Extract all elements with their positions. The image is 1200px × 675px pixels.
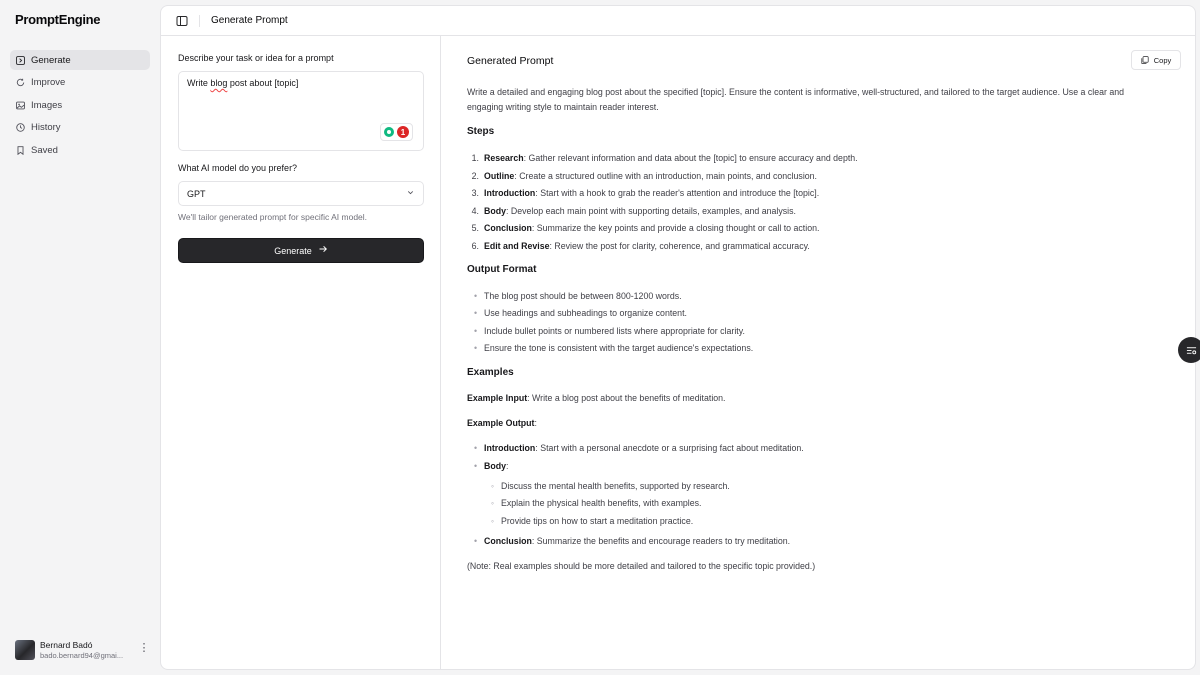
arrow-right-icon	[318, 244, 328, 257]
output-format-heading: Output Format	[467, 264, 537, 275]
grammar-widget[interactable]	[380, 123, 413, 141]
list-item: ◦ Explain the physical health benefits, with examples.	[490, 498, 702, 508]
user-name: Bernard Badó	[40, 640, 93, 650]
refresh-icon	[16, 78, 25, 87]
examples-heading: Examples	[467, 366, 514, 378]
user-info	[40, 640, 132, 660]
list-item: 3. Introduction: Start with a hook to grab the reader's attention and introduce the [topic].	[471, 188, 820, 198]
avatar	[15, 640, 35, 660]
grammar-count-badge: 1	[397, 126, 409, 138]
copy-button[interactable]	[1131, 50, 1181, 70]
bookmark-icon	[16, 146, 25, 155]
list-item: • Use headings and subheadings to organize content.	[473, 308, 687, 318]
sidebar-item-label: Images	[31, 99, 63, 111]
sidebar-item-history[interactable]	[10, 118, 150, 138]
user-profile[interactable]	[15, 638, 150, 662]
list-item: 5. Conclusion: Summarize the key points and provide a closing thought or call to action.	[471, 223, 820, 233]
task-text-post: post about [topic]	[227, 78, 299, 88]
page-title: Generate Prompt	[211, 15, 288, 26]
list-settings-icon	[1186, 345, 1197, 356]
list-item: • Body:	[473, 460, 509, 471]
model-label: What AI model do you prefer?	[178, 163, 298, 173]
sidebar	[0, 0, 160, 675]
intro-line-2: engaging writing style to maintain reader interest.	[467, 102, 659, 112]
sidebar-nav	[10, 50, 150, 163]
sidebar-item-generate[interactable]	[10, 50, 150, 70]
model-select-value: GPT	[187, 188, 206, 199]
task-text-pre: Write	[187, 78, 211, 88]
grammar-assistant-icon	[384, 127, 394, 137]
user-email: bado.bernard94@gmai...	[40, 651, 124, 660]
sidebar-item-label: Saved	[31, 144, 58, 156]
list-item: ◦ Discuss the mental health benefits, supported by research.	[490, 480, 730, 491]
list-item: ◦ Provide tips on how to start a meditation practice.	[490, 515, 694, 526]
model-hint: We'll tailor generated prompt for specific AI model.	[178, 212, 368, 222]
divider	[199, 15, 200, 27]
list-item: • Introduction: Start with a personal anecdote or a surprising fact about meditation.	[473, 443, 804, 453]
misspelled-word: blog	[210, 78, 228, 88]
steps-heading: Steps	[467, 126, 495, 137]
sidebar-toggle-icon[interactable]	[176, 15, 188, 27]
sidebar-item-label: Generate	[31, 54, 71, 66]
chevron-down-icon	[406, 188, 415, 199]
example-output-label: Example Output:	[467, 418, 537, 428]
note-text: (Note: Real examples should be more detailed and tailored to the specific topic provided.)	[467, 560, 816, 571]
sidebar-item-saved[interactable]	[10, 140, 150, 160]
list-item: 2. Outline: Create a structured outline with an introduction, main points, and conclusion.	[471, 170, 817, 181]
intro-line-1: Write a detailed and engaging blog post about the specified [topic]. Ensure the content is informative, well-structured, and tailored to the target audience. Use a clear and	[467, 87, 1125, 97]
list-item: • Ensure the tone is consistent with the target audience's expectations.	[473, 343, 754, 353]
list-item: • Conclusion: Summarize the benefits and encourage readers to try meditation.	[473, 535, 791, 546]
topbar	[161, 6, 1195, 36]
list-item: 6. Edit and Revise: Review the post for clarity, coherence, and grammatical accuracy.	[471, 240, 810, 251]
main-panel	[160, 5, 1196, 670]
output-title: Generated Prompt	[467, 55, 554, 67]
floating-tools-button[interactable]	[1178, 337, 1200, 363]
image-icon	[16, 101, 25, 110]
task-label: Describe your task or idea for a prompt	[178, 53, 334, 63]
sidebar-item-label: History	[31, 122, 61, 133]
copy-button-label: Copy	[1153, 55, 1172, 65]
sidebar-item-improve[interactable]	[10, 73, 150, 93]
grammar-badges[interactable]	[380, 123, 413, 141]
output-pane	[442, 36, 1196, 670]
model-select[interactable]	[178, 181, 424, 206]
more-vertical-icon[interactable]: ⋮	[138, 642, 150, 654]
generate-button-label: Generate	[274, 245, 312, 256]
list-item: • Include bullet points or numbered lists where appropriate for clarity.	[473, 325, 745, 336]
example-input: Example Input: Write a blog post about the benefits of meditation.	[467, 393, 726, 403]
list-item: 4. Body: Develop each main point with supporting details, examples, and analysis.	[471, 205, 796, 216]
sidebar-item-label: Improve	[31, 77, 66, 88]
task-textarea[interactable]	[178, 71, 424, 151]
prompt-form	[161, 36, 441, 670]
list-item: • The blog post should be between 800-1200 words.	[473, 290, 682, 301]
brand-logo: PromptEngine	[15, 12, 101, 27]
generate-icon	[16, 56, 25, 65]
history-icon	[16, 123, 25, 132]
list-item: 1. Research: Gather relevant information and data about the [topic] to ensure accuracy and depth.	[471, 153, 858, 163]
sidebar-item-images[interactable]	[10, 95, 150, 115]
copy-icon	[1141, 56, 1149, 64]
generate-button[interactable]	[178, 238, 424, 263]
